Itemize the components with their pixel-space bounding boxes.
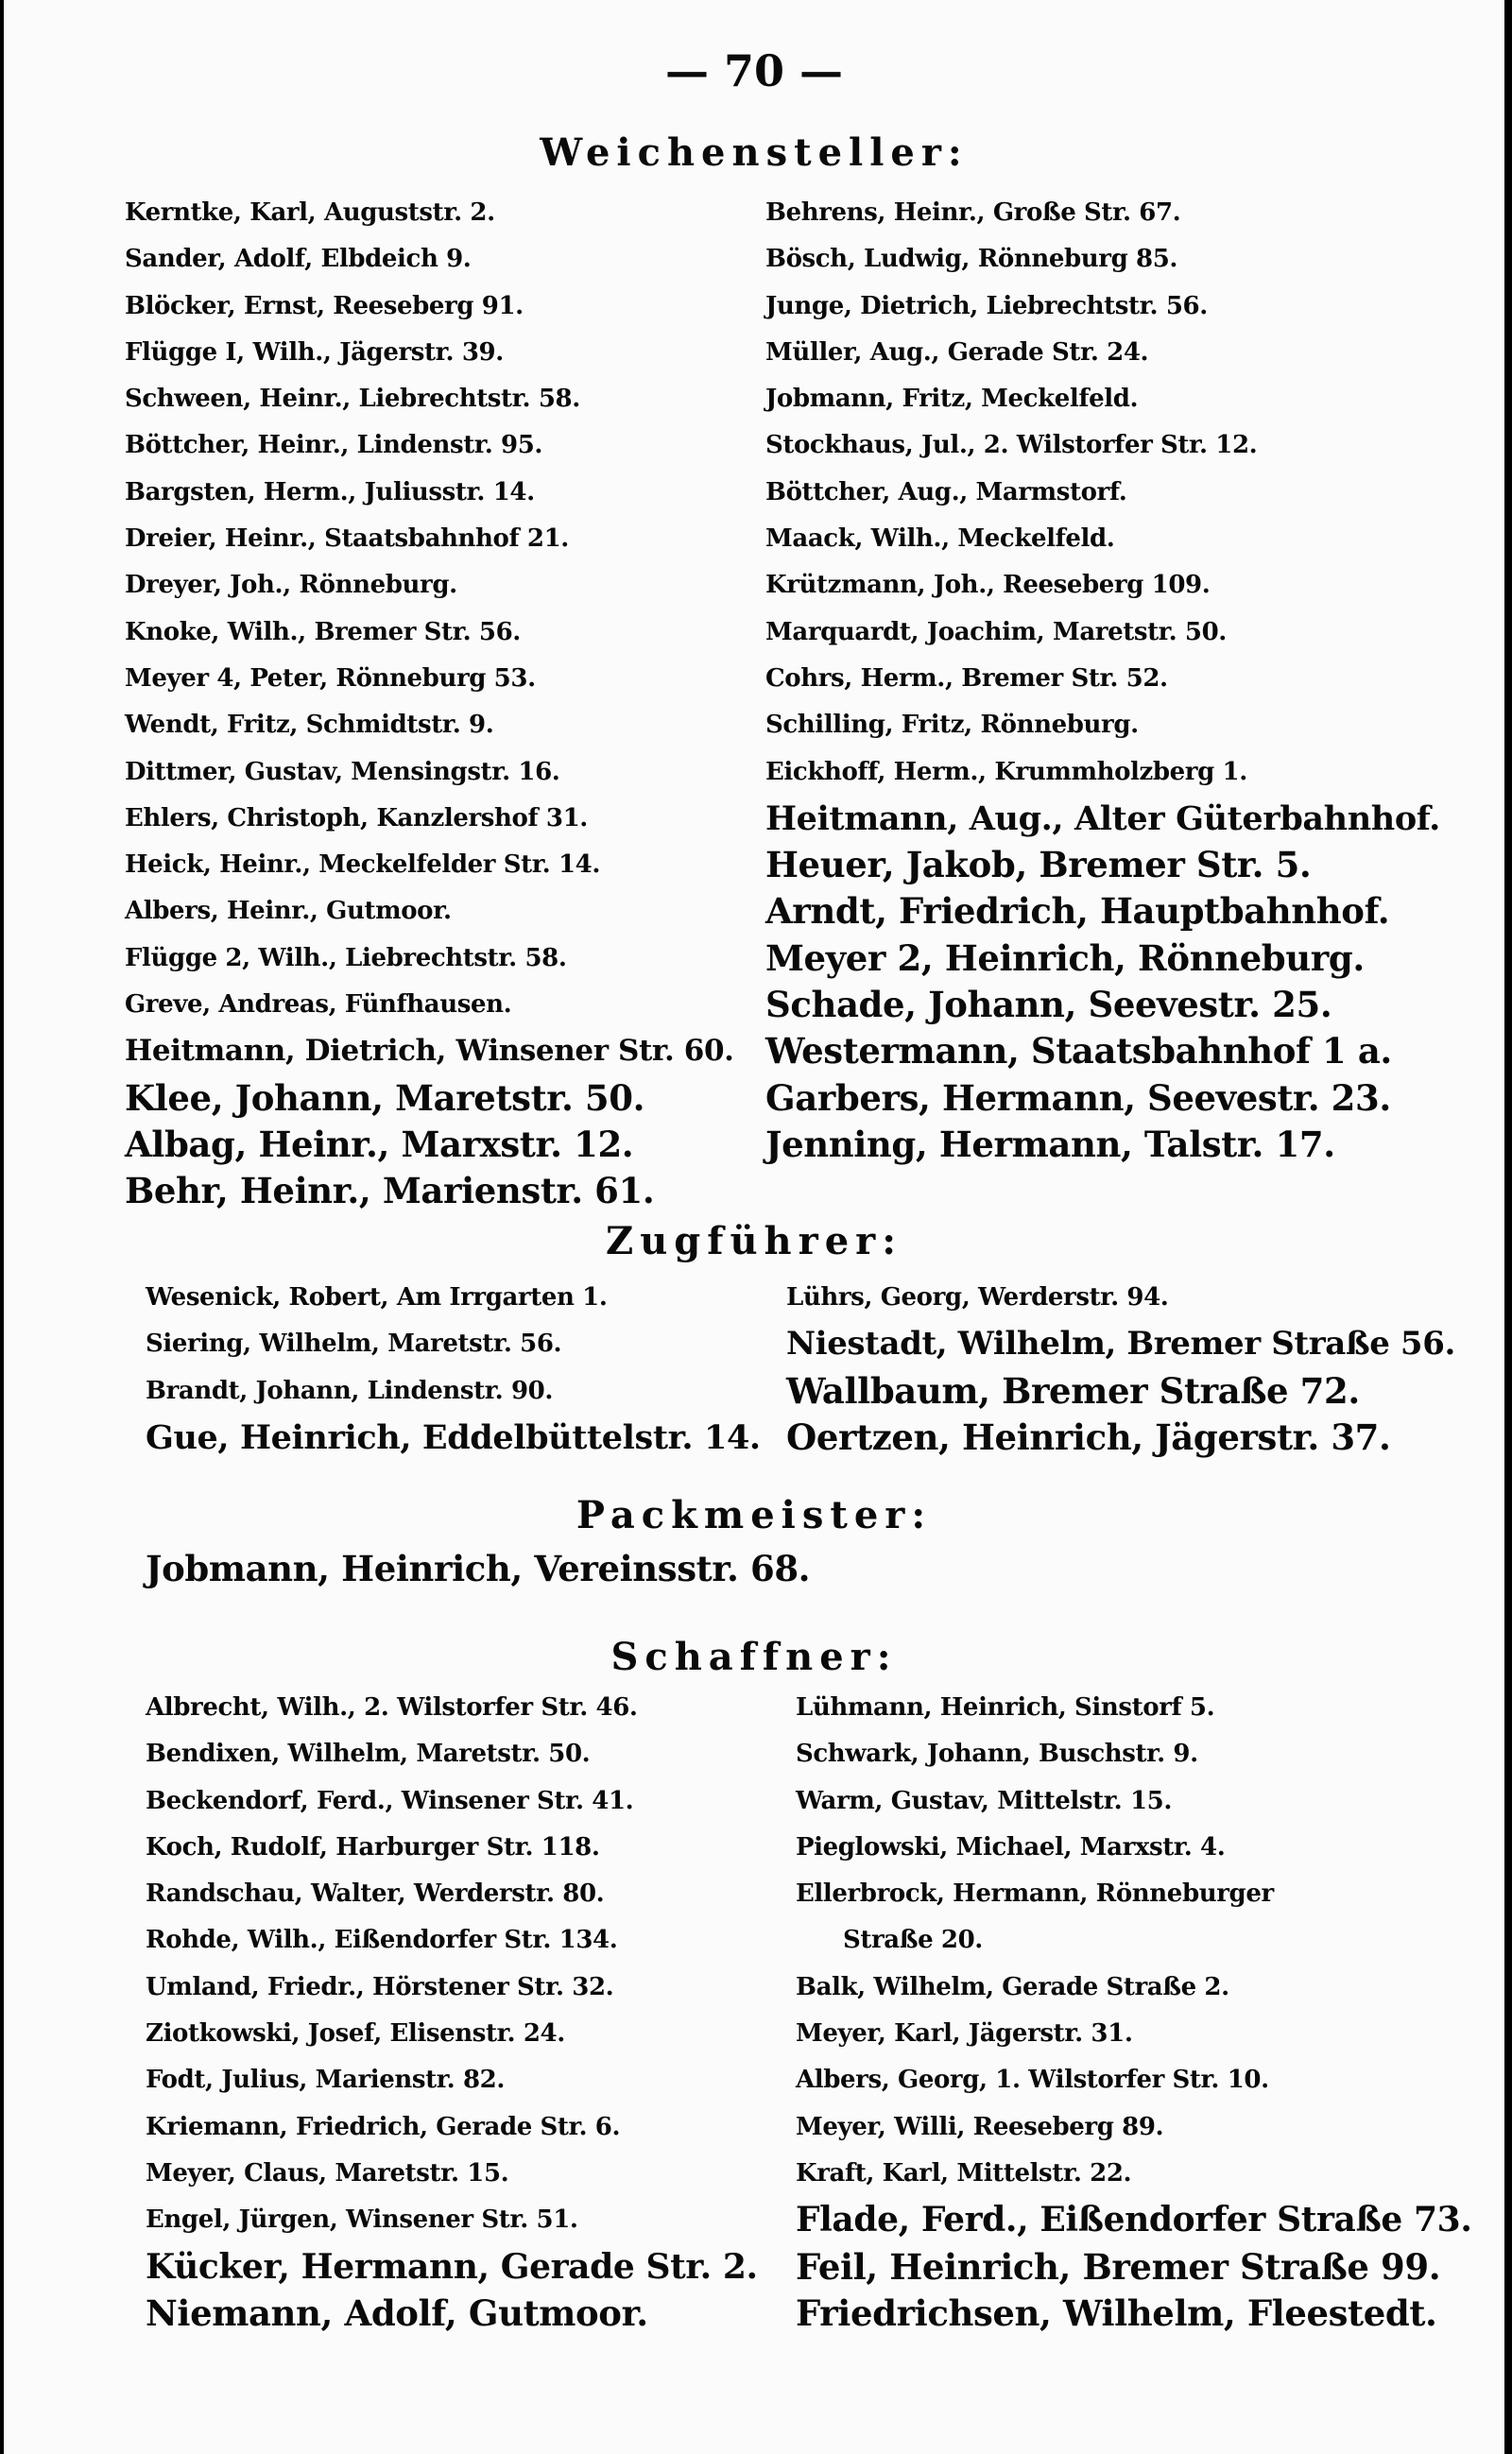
list-item: Rohde, Wilh., Eißendorfer Str. 134. [146, 1926, 618, 1955]
list-item: Blöcker, Ernst, Reeseberg 91. [125, 291, 524, 320]
list-item: Klee, Johann, Maretstr. 50. [125, 1076, 645, 1119]
list-item: Kraft, Karl, Mittelstr. 22. [796, 2158, 1132, 2188]
list-item: Behr, Heinr., Marienstr. 61. [125, 1170, 655, 1212]
list-item: Dreyer, Joh., Rönneburg. [125, 571, 457, 600]
list-item: Albag, Heinr., Marxstr. 12. [125, 1123, 634, 1165]
list-item: Böttcher, Heinr., Lindenstr. 95. [125, 431, 543, 460]
list-item-continuation: Straße 20. [843, 1926, 983, 1955]
list-item: Friedrichsen, Wilhelm, Fleestedt. [796, 2291, 1437, 2334]
list-item: Flügge I, Wilh., Jägerstr. 39. [125, 337, 504, 367]
list-item: Schween, Heinr., Liebrechtstr. 58. [125, 385, 580, 414]
list-item: Bösch, Ludwig, Rönneburg 85. [765, 245, 1178, 274]
list-item: Böttcher, Aug., Marmstorf. [765, 477, 1127, 506]
list-item: Oertzen, Heinrich, Jägerstr. 37. [786, 1416, 1391, 1458]
schaffner-left-column [146, 1685, 758, 2337]
list-item: Arndt, Friedrich, Hauptbahnhof. [765, 890, 1390, 933]
list-item: Gue, Heinrich, Eddelbüttelstr. 14. [146, 1417, 761, 1457]
list-item: Meyer, Karl, Jägerstr. 31. [796, 2019, 1133, 2049]
list-item: Garbers, Hermann, Seevestr. 23. [765, 1076, 1391, 1119]
list-item: Ehlers, Christoph, Kanzlershof 31. [125, 803, 588, 832]
list-item: Bargsten, Herm., Juliusstr. 14. [125, 477, 535, 506]
list-item: Greve, Andreas, Fünfhausen. [125, 990, 512, 1020]
list-item: Sander, Adolf, Elbdeich 9. [125, 245, 472, 274]
list-item: Heick, Heinr., Meckelfelder Str. 14. [125, 850, 600, 880]
list-item: Feil, Heinrich, Bremer Straße 99. [796, 2245, 1441, 2288]
list-item: Bendixen, Wilhelm, Maretstr. 50. [146, 1740, 591, 1769]
list-item: Meyer 2, Heinrich, Rönneburg. [765, 936, 1365, 979]
list-item: Siering, Wilhelm, Maretstr. 56. [146, 1330, 562, 1359]
schaffner-right-column [796, 1685, 1471, 2337]
list-item: Meyer, Willi, Reeseberg 89. [796, 2112, 1164, 2141]
directory-page [4, 0, 1504, 2454]
list-item: Engel, Jürgen, Winsener Str. 51. [146, 2205, 578, 2235]
section-heading-packmeister: Packmeister: [576, 1493, 933, 1537]
list-item: Eickhoff, Herm., Krummholzberg 1. [765, 757, 1247, 786]
section-heading-weichensteller: Weichensteller: [540, 130, 969, 175]
zugfuehrer-left-column [146, 1275, 761, 1461]
list-item: Niestadt, Wilhelm, Bremer Straße 56. [786, 1325, 1455, 1364]
section-heading-schaffner: Schaffner: [610, 1635, 898, 1679]
list-item: Beckendorf, Ferd., Winsener Str. 41. [146, 1786, 634, 1815]
list-item: Fodt, Julius, Marienstr. 82. [146, 2066, 506, 2095]
list-item: Heuer, Jakob, Bremer Str. 5. [765, 844, 1312, 886]
list-item: Krützmann, Joh., Reeseberg 109. [765, 571, 1211, 600]
zugfuehrer-right-column [786, 1275, 1455, 1461]
list-item: Heitmann, Dietrich, Winsener Str. 60. [125, 1034, 734, 1069]
list-item: Flügge 2, Wilh., Liebrechtstr. 58. [125, 943, 567, 972]
list-item: Schwark, Johann, Buschstr. 9. [796, 1740, 1198, 1769]
list-item: Kerntke, Karl, Auguststr. 2. [125, 198, 495, 227]
list-item: Koch, Rudolf, Harburger Str. 118. [146, 1832, 600, 1862]
list-item: Maack, Wilh., Meckelfeld. [765, 524, 1115, 554]
list-item: Kücker, Hermann, Gerade Str. 2. [146, 2246, 758, 2287]
list-item: Schade, Johann, Seevestr. 25. [765, 984, 1332, 1026]
list-item: Kriemann, Friedrich, Gerade Str. 6. [146, 2112, 621, 2141]
list-item: Pieglowski, Michael, Marxstr. 4. [796, 1832, 1226, 1862]
list-item: Wendt, Fritz, Schmidtstr. 9. [125, 711, 494, 740]
list-item: Albers, Heinr., Gutmoor. [125, 897, 452, 926]
list-item: Niemann, Adolf, Gutmoor. [146, 2291, 648, 2334]
list-item: Ellerbrock, Hermann, Rönneburger [796, 1879, 1274, 1909]
list-item: Flade, Ferd., Eißendorfer Straße 73. [796, 2200, 1472, 2240]
list-item: Stockhaus, Jul., 2. Wilstorfer Str. 12. [765, 431, 1258, 460]
list-item: Jenning, Hermann, Talstr. 17. [765, 1123, 1335, 1165]
page-number: — 70 — [664, 45, 844, 96]
list-item: Balk, Wilhelm, Gerade Straße 2. [796, 1972, 1229, 2001]
list-item: Schilling, Fritz, Rönneburg. [765, 711, 1139, 740]
list-item: Knoke, Wilh., Bremer Str. 56. [125, 617, 521, 646]
list-item: Jobmann, Heinrich, Vereinsstr. 68. [146, 1548, 811, 1589]
list-item: Jobmann, Fritz, Meckelfeld. [765, 385, 1139, 414]
list-item: Cohrs, Herm., Bremer Str. 52. [765, 663, 1168, 693]
list-item: Meyer, Claus, Maretstr. 15. [146, 2158, 509, 2188]
list-item: Warm, Gustav, Mittelstr. 15. [796, 1786, 1172, 1815]
list-item: Junge, Dietrich, Liebrechtstr. 56. [765, 291, 1208, 320]
list-item: Brandt, Johann, Lindenstr. 90. [146, 1376, 554, 1405]
list-item: Lührs, Georg, Werderstr. 94. [786, 1283, 1169, 1312]
list-item: Ziotkowski, Josef, Elisenstr. 24. [146, 2019, 565, 2049]
weichensteller-right-column [765, 190, 1440, 1168]
list-item: Randschau, Walter, Werderstr. 80. [146, 1879, 605, 1909]
section-heading-zugfuehrer: Zugführer: [606, 1219, 902, 1263]
list-item: Dreier, Heinr., Staatsbahnhof 21. [125, 524, 569, 554]
list-item: Albers, Georg, 1. Wilstorfer Str. 10. [796, 2066, 1269, 2095]
list-item: Müller, Aug., Gerade Str. 24. [765, 337, 1149, 367]
list-item: Marquardt, Joachim, Maretstr. 50. [765, 617, 1227, 646]
list-item: Lühmann, Heinrich, Sinstorf 5. [796, 1693, 1215, 1722]
list-item: Umland, Friedr., Hörstener Str. 32. [146, 1972, 614, 2001]
list-item: Wallbaum, Bremer Straße 72. [786, 1369, 1360, 1412]
list-item: Albrecht, Wilh., 2. Wilstorfer Str. 46. [146, 1693, 638, 1722]
weichensteller-left-column [125, 190, 734, 1215]
list-item: Wesenick, Robert, Am Irrgarten 1. [146, 1283, 608, 1312]
list-item: Heitmann, Aug., Alter Güterbahnhof. [765, 798, 1440, 838]
list-item: Westermann, Staatsbahnhof 1 a. [765, 1030, 1392, 1073]
list-item: Dittmer, Gustav, Mensingstr. 16. [125, 757, 560, 786]
list-item: Behrens, Heinr., Große Str. 67. [765, 198, 1181, 227]
list-item: Meyer 4, Peter, Rönneburg 53. [125, 663, 536, 693]
